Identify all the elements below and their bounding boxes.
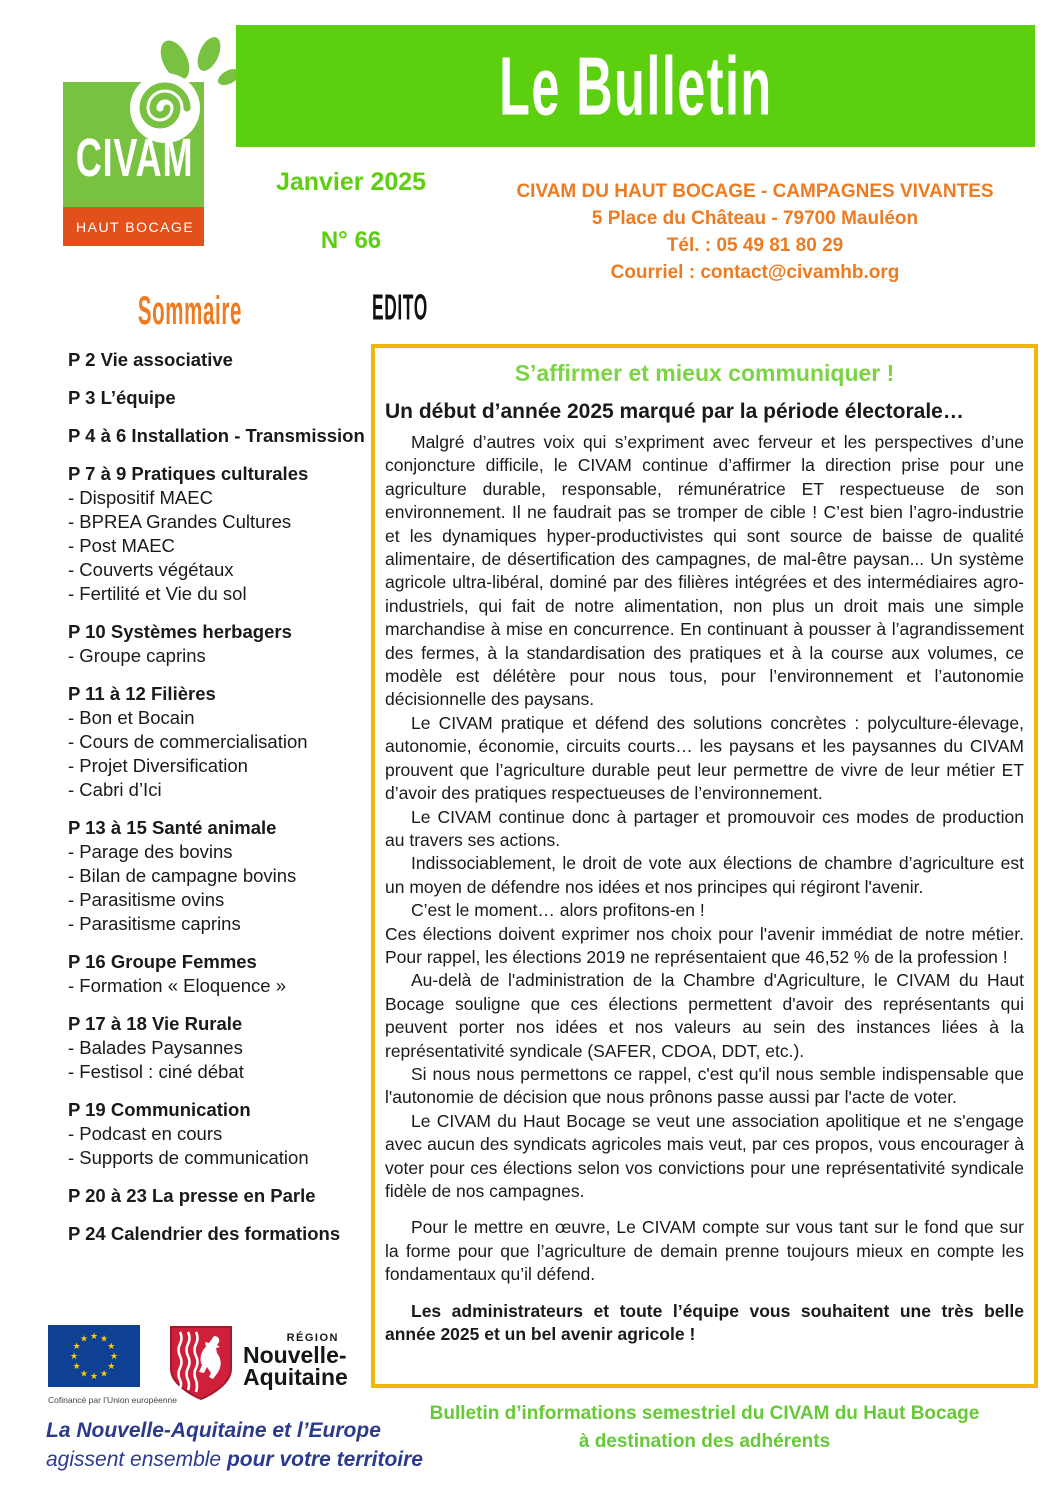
svg-text:★: ★ xyxy=(89,1372,99,1382)
toc-section xyxy=(68,1184,368,1208)
contact-block xyxy=(465,178,1045,286)
toc-item: - Bilan de campagne bovins xyxy=(68,865,297,886)
partners-slogan xyxy=(46,1416,423,1474)
edito-paragraph: Indissociablement, le droit de vote aux élections de chambre d’agriculture est un moyen de défendre nos idées et nos principes qui régiront l'avenir. xyxy=(385,853,1024,897)
sommaire-title-wrap xyxy=(60,287,320,334)
sommaire-title: Sommaire xyxy=(137,287,243,334)
svg-text:★: ★ xyxy=(99,1369,109,1380)
toc-section xyxy=(68,1012,368,1084)
toc-section xyxy=(68,950,368,998)
edito-paragraph: Le CIVAM continue donc à partager et promouvoir ces modes de production au travers ses actions. xyxy=(385,806,1024,850)
eu-funding-block xyxy=(48,1325,178,1405)
edito-paragraph: C’est le moment… alors profitons-en ! xyxy=(411,900,705,921)
footer-note-line2: à destination des adhérents xyxy=(578,1431,831,1452)
toc-heading: P 4 à 6 Installation - Transmission xyxy=(68,425,365,446)
svg-text:★: ★ xyxy=(107,1342,116,1352)
toc-section xyxy=(68,424,368,448)
toc-heading: P 7 à 9 Pratiques culturales xyxy=(68,463,309,484)
slogan-line2: agissent ensemble pour votre territoire xyxy=(46,1448,423,1471)
edito-paragraph: Pour le mettre en œuvre, Le CIVAM compte sur vous tant sur le fond que sur la forme pour que l’agriculture de demain prenne toujours mieux en compte les fondamentaux qu’il défend. xyxy=(385,1217,1024,1285)
edito-paragraph: Si nous nous permettons ce rappel, c'est qu'il nous semble indispensable que l'autonomie de décision que nous prônons passe aussi par l'acte de voter. xyxy=(385,1063,1024,1108)
nouvelle-aquitaine-wordmark xyxy=(243,1332,348,1388)
slogan-line1: La Nouvelle-Aquitaine et l’Europe xyxy=(46,1419,381,1442)
toc-section xyxy=(68,1222,368,1246)
edito-label-wrap xyxy=(372,287,462,328)
region-label: RÉGION xyxy=(286,1332,339,1344)
toc-item: - BPREA Grandes Cultures xyxy=(68,511,292,532)
svg-text:★: ★ xyxy=(79,1334,89,1345)
svg-text:★: ★ xyxy=(72,1362,81,1372)
region-name-line1: Nouvelle- xyxy=(243,1342,347,1368)
toc-item: - Parasitisme caprins xyxy=(68,913,241,934)
toc-item: - Cabri d’Ici xyxy=(68,779,162,800)
edito-title: S’affirmer et mieux communiquer ! xyxy=(514,360,895,386)
toc-item: - Parage des bovins xyxy=(68,841,233,862)
issue-date: Janvier 2025 xyxy=(275,168,427,196)
svg-text:★: ★ xyxy=(79,1369,89,1380)
footer-note xyxy=(371,1400,1038,1456)
eu-flag-icon xyxy=(48,1325,140,1387)
footer-note-line1: Bulletin d’informations semestriel du CIVAM du Haut Bocage xyxy=(429,1403,980,1424)
svg-text:★: ★ xyxy=(69,1352,79,1362)
civam-logo-wordmark: CIVAM xyxy=(75,128,194,189)
edito-paragraph: Les administrateurs et toute l’équipe vous souhaitent une très belle année 2025 et un bel avenir agricole ! xyxy=(385,1300,1024,1345)
toc-heading: P 19 Communication xyxy=(68,1099,251,1120)
svg-text:★: ★ xyxy=(109,1352,119,1362)
nouvelle-aquitaine-shield-icon xyxy=(168,1324,234,1402)
toc-section xyxy=(68,620,368,668)
edito-paragraph: Ces élections doivent exprimer nos choix pour l'avenir immédiat de notre métier. Pour rappel, les élections 2019 ne représentaient que 46,52 % de la profession ! xyxy=(385,923,1024,967)
toc-item: - Podcast en cours xyxy=(68,1123,223,1144)
eu-flag-caption: Cofinancé par l’Union européenne xyxy=(48,1395,178,1405)
contact-phone: Tél. : 05 49 81 80 29 xyxy=(666,235,844,256)
toc-heading: P 11 à 12 Filières xyxy=(68,683,216,704)
toc-item: - Cours de commercialisation xyxy=(68,731,308,752)
edito-box xyxy=(371,344,1038,1388)
toc-heading: P 3 L’équipe xyxy=(68,387,176,408)
edito-body xyxy=(385,431,1024,1346)
toc-heading: P 13 à 15 Santé animale xyxy=(68,817,277,838)
toc-item: - Fertilité et Vie du sol xyxy=(68,583,247,604)
edito-paragraph: Malgré d’autres voix qui s’expriment avec ferveur et les perspectives d’une conjoncture difficile, le CIVAM continue d’affirmer la direction prise pour une agriculture durable, responsable, rémunératrice ET respectueuse de son environnement. Il ne faudrait pas se tromper de cible ! C’est bien l’agro-industrie et les dynamiques hyper-productivistes qui sont source de baisse de qualité alimentaire, de désertification des campagnes, de mal-être paysan... Un système agricole ultra-libéral, dominé par des filières intégrées et des intermédiaires agro-industriels, qui fait de notre alimentation, non plus un droit mais une simple marchandise à mise en concurrence. En continuant à pousser à l’agrandissement des fermes, à la standardisation des pratiques et à la course aux volumes, ce modèle est délétère pour nous tous, pour l’environnement et l’autonomie décisionnelle des paysans. xyxy=(385,432,1024,710)
toc-item: - Dispositif MAEC xyxy=(68,487,213,508)
toc-section xyxy=(68,816,368,936)
toc-section xyxy=(68,1098,368,1170)
region-name-line2: Aquitaine xyxy=(243,1364,348,1390)
toc-item: - Supports de communication xyxy=(68,1147,309,1168)
svg-text:★: ★ xyxy=(72,1342,81,1352)
svg-text:★: ★ xyxy=(107,1362,116,1372)
civam-logo xyxy=(63,82,204,246)
toc-heading: P 17 à 18 Vie Rurale xyxy=(68,1013,243,1034)
edito-label: EDITO xyxy=(372,287,428,328)
toc-item: - Bon et Bocain xyxy=(68,707,195,728)
toc-item: - Post MAEC xyxy=(68,535,175,556)
contact-org: CIVAM DU HAUT BOCAGE - CAMPAGNES VIVANTES xyxy=(516,181,994,202)
toc-item: - Festisol : ciné débat xyxy=(68,1061,244,1082)
toc-heading: P 16 Groupe Femmes xyxy=(68,951,257,972)
toc-heading: P 24 Calendrier des formations xyxy=(68,1223,341,1244)
toc-section xyxy=(68,682,368,802)
toc-section xyxy=(68,348,368,372)
toc-heading: P 2 Vie associative xyxy=(68,349,233,370)
issue-number: N° 66 xyxy=(320,227,382,254)
table-of-contents xyxy=(68,348,368,1260)
toc-item: - Projet Diversification xyxy=(68,755,248,776)
svg-text:★: ★ xyxy=(99,1334,109,1345)
toc-item: - Couverts végétaux xyxy=(68,559,234,580)
civam-logo-subtitle: HAUT BOCAGE xyxy=(63,207,204,246)
toc-item: - Parasitisme ovins xyxy=(68,889,225,910)
toc-item: - Balades Paysannes xyxy=(68,1037,243,1058)
edito-paragraph: Le CIVAM pratique et défend des solutions concrètes : polyculture-élevage, autonomie, économie, circuits courts… les paysans et les paysannes du CIVAM prouvent que l’agriculture durable peut leur permettre de vivre de leur métier ET d’avoir des pratiques respectueuses de l’environnement. xyxy=(385,712,1024,804)
toc-heading: P 20 à 23 La presse en Parle xyxy=(68,1185,316,1206)
contact-email: Courriel : contact@civamhb.org xyxy=(610,262,900,283)
svg-text:★: ★ xyxy=(89,1332,99,1342)
newsletter-title: Le Bulletin xyxy=(498,39,773,133)
edito-paragraph: Le CIVAM du Haut Bocage se veut une association apolitique et ne s'engage avec aucun des syndicats agricoles mais veut, par ces propos, vous encourager à voter pour ces élections selon vos convictions pour une représentativité syndicale fidèle de nos campagnes. xyxy=(385,1110,1024,1201)
toc-heading: P 10 Systèmes herbagers xyxy=(68,621,292,642)
edito-paragraph: Au-delà de l'administration de la Chambre d'Agriculture, le CIVAM du Haut Bocage souligne que ces élections permettent d'avoir des représentants qui peuvent porter nos idées et nos valeurs au sein des instances liées à la représentativité syndicale (SAFER, CDOA, DDT, etc.). xyxy=(385,970,1024,1061)
edito-subtitle: Un début d’année 2025 marqué par la période électorale… xyxy=(385,400,964,423)
masthead-banner xyxy=(236,25,1035,147)
toc-section xyxy=(68,462,368,606)
toc-item: - Groupe caprins xyxy=(68,645,206,666)
toc-item: - Formation « Eloquence » xyxy=(68,975,287,996)
contact-address: 5 Place du Château - 79700 Mauléon xyxy=(591,208,919,229)
toc-section xyxy=(68,386,368,410)
